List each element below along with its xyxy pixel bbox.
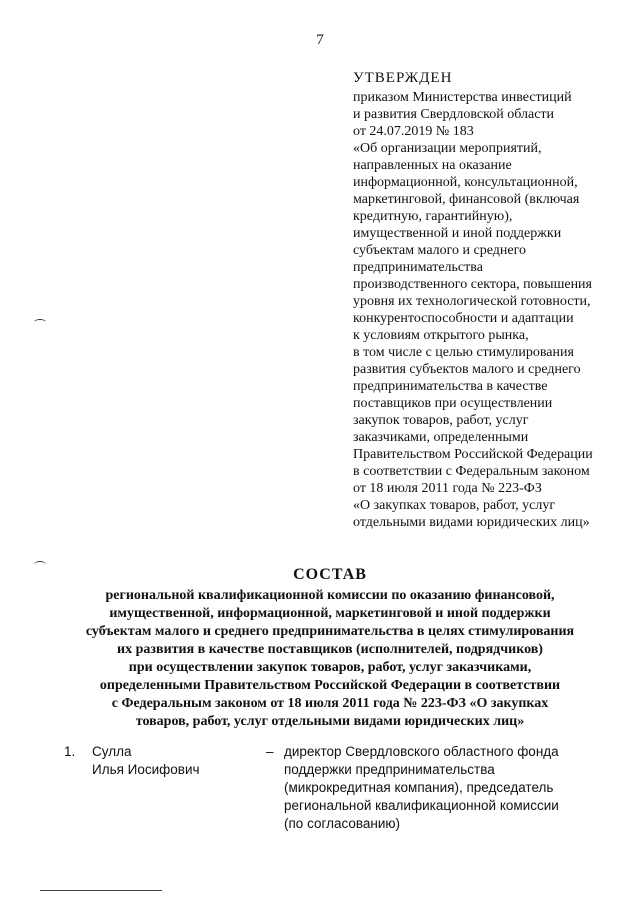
approval-line: к условиям открытого рынка,	[353, 328, 529, 343]
approval-line: поставщиков при осуществлении	[353, 396, 553, 411]
approval-stamp-block	[353, 70, 623, 531]
approval-line: направленных на оказание	[353, 158, 512, 173]
heading-line: имущественной, информационной, маркетинговой и иной поддержки	[109, 606, 551, 621]
member-description-line: (микрокредитная компания), председатель	[284, 780, 554, 795]
approval-line: и развития Свердловской области	[353, 107, 555, 122]
approval-line: заказчиками, определенными	[353, 430, 529, 445]
member-description-line: поддержки предпринимательства	[284, 762, 495, 777]
margin-scan-mark	[34, 319, 46, 326]
approval-line: уровня их технологической готовности,	[353, 294, 591, 309]
heading-line: субъектам малого и среднего предпринимательства в целях стимулирования	[85, 624, 575, 639]
approval-line: имущественной и иной поддержки	[353, 226, 562, 241]
member-given-names: Илья Иосифович	[92, 762, 200, 777]
member-description-line: директор Свердловского областного фонда	[284, 744, 559, 759]
approval-line: предпринимательства	[353, 260, 483, 275]
approval-line: производственного сектора, повышения	[353, 277, 592, 292]
approval-line: Правительством Российской Федерации	[353, 447, 593, 462]
approval-line: «Об организации мероприятий,	[353, 141, 542, 156]
approval-line: конкурентоспособности и адаптации	[353, 311, 574, 326]
member-description-line: региональной квалификационной комиссии	[284, 798, 559, 813]
page-number: 7	[316, 32, 324, 48]
member-description	[284, 743, 559, 833]
approved-title: УТВЕРЖДЕН	[353, 70, 453, 86]
approval-line: в том числе с целью стимулирования	[353, 345, 574, 360]
heading-line: региональной квалификационной комиссии по оказанию финансовой,	[105, 588, 555, 603]
approval-line: отдельными видами юридических лиц»	[353, 515, 590, 530]
member-description-line: (по согласованию)	[284, 816, 401, 831]
member-dash: –	[266, 744, 274, 759]
heading-line: товаров, работ, услуг отдельными видами юридических лиц»	[135, 714, 525, 729]
footnote-divider	[40, 890, 162, 891]
approval-line: предпринимательства в качестве	[353, 379, 548, 394]
approval-line: кредитную, гарантийную),	[353, 209, 513, 224]
heading-line: их развития в качестве поставщиков (исполнителей, подрядчиков)	[117, 642, 543, 657]
approval-line: маркетинговой, финансовой (включая	[353, 192, 580, 207]
approval-line: приказом Министерства инвестиций	[353, 90, 572, 105]
heading-line: при осуществлении закупок товаров, работ, услуг заказчиками,	[128, 660, 532, 675]
member-number: 1.	[64, 744, 76, 759]
heading-line: определенными Правительством Российской Федерации в соответствии	[99, 678, 561, 693]
approval-line: в соответствии с Федеральным законом	[353, 464, 590, 479]
approval-line: информационной, консультационной,	[353, 175, 578, 190]
document-heading	[40, 566, 620, 731]
heading-title: СОСТАВ	[293, 566, 367, 583]
approval-line: от 24.07.2019 № 183	[353, 124, 474, 139]
approval-line: развития субъектов малого и среднего	[353, 362, 581, 377]
approval-line: от 18 июля 2011 года № 223-ФЗ	[353, 481, 542, 496]
heading-line: с Федеральным законом от 18 июля 2011 года № 223-ФЗ «О закупках	[111, 696, 549, 711]
approval-line: закупок товаров, работ, услуг	[353, 413, 529, 428]
member-name	[92, 743, 200, 779]
approval-line: «О закупках товаров, работ, услуг	[353, 498, 556, 513]
approval-line: субъектам малого и среднего	[353, 243, 526, 258]
member-surname: Сулла	[92, 744, 132, 759]
